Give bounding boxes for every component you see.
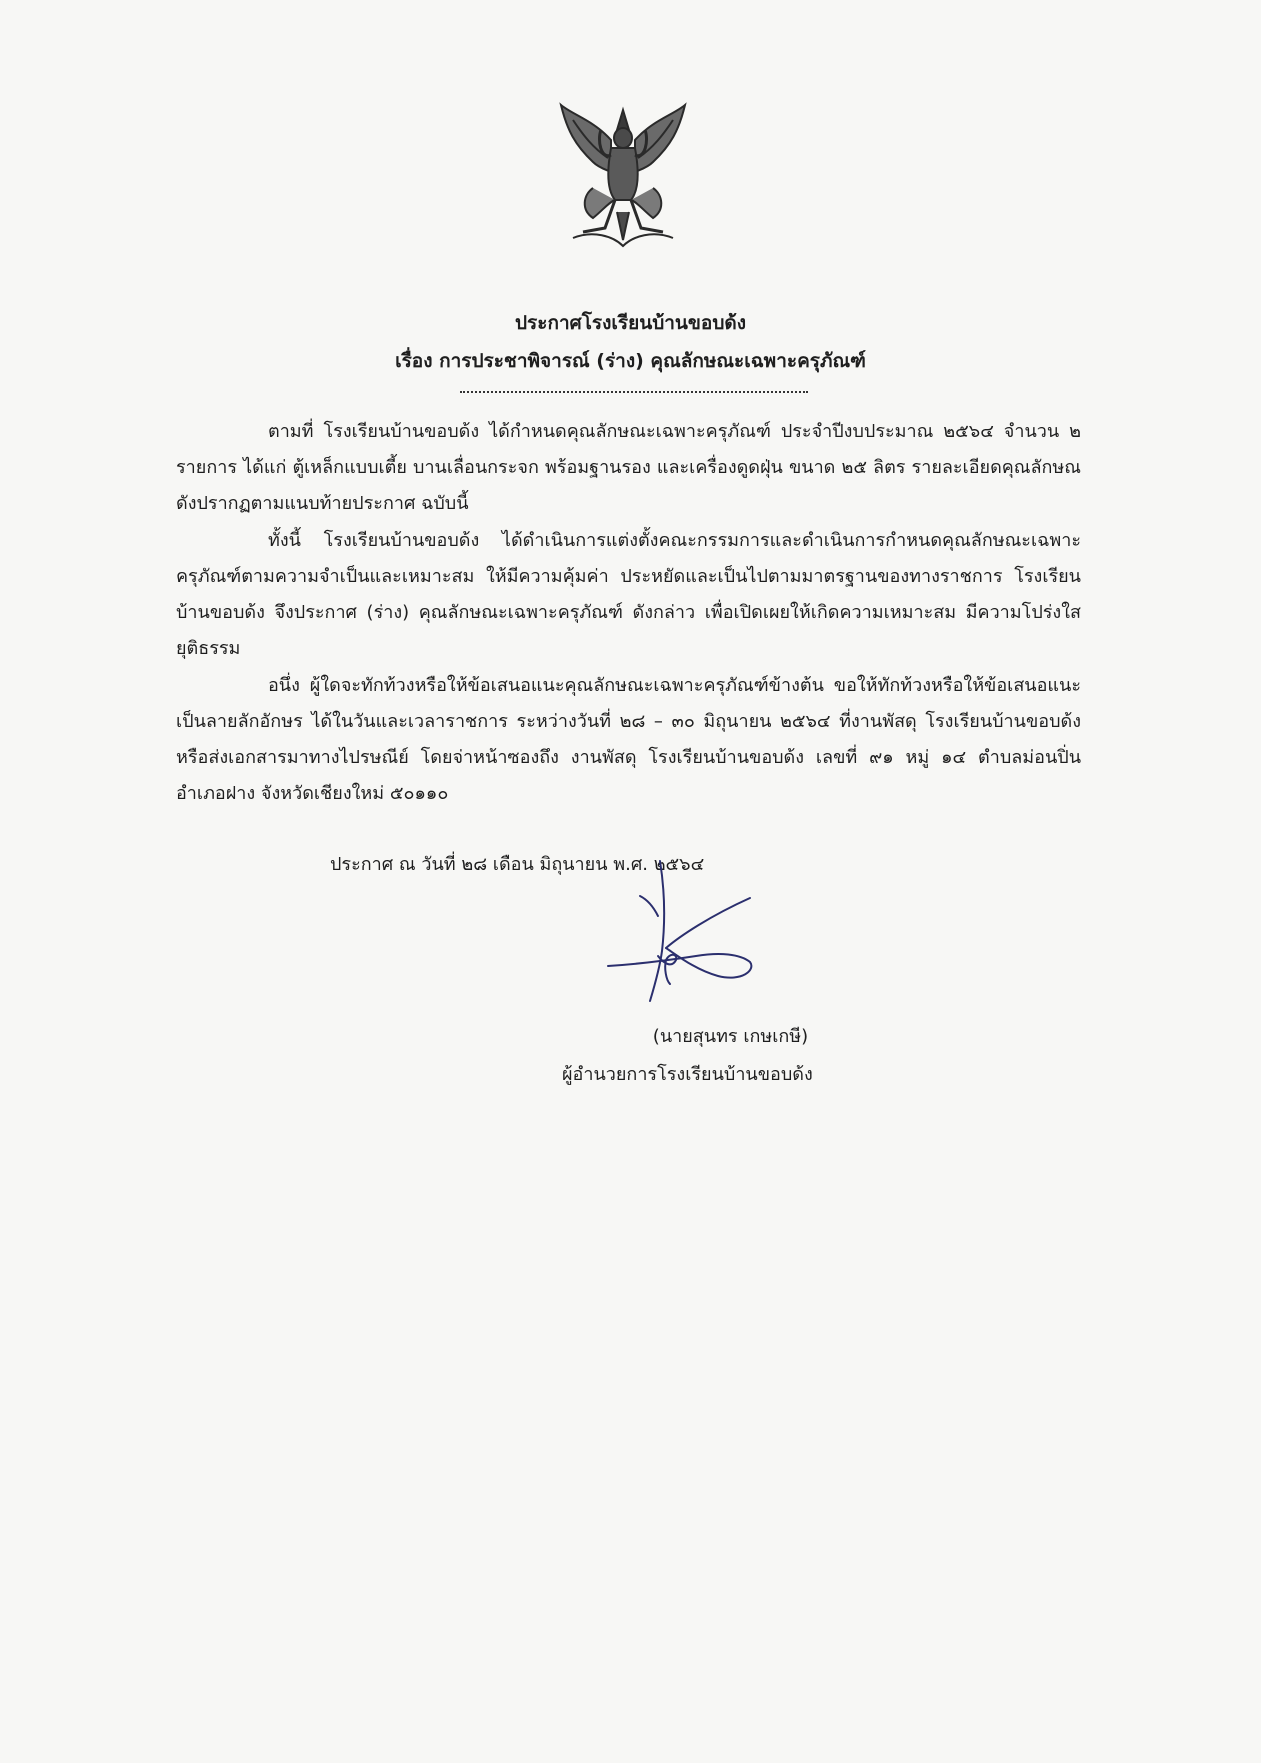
signer-position: ผู้อำนวยการโรงเรียนบ้านขอบด้ง (562, 1064, 813, 1085)
announcement-body (176, 414, 1081, 813)
signer-name (0, 1021, 1261, 1050)
body-paragraph: อนึ่ง ผู้ใดจะทักท้วงหรือให้ข้อเสนอแนะคุณลักษณะเฉพาะครุภัณฑ์ข้างต้น ขอให้ทักท้วงหรือให้ข้อเสนอแนะเป็นลายลักอักษร ได้ในวันและเวลาราชการ ระหว่างวันที่ ๒๘ – ๓๐ มิถุนายน ๒๕๖๔ ที่งานพัสดุ โรงเรียนบ้านขอบด้ง หรือส่งเอกสารมาทางไปรษณีย์ โดยจ่าหน้าซองถึง งานพัสดุ โรงเรียนบ้านขอบด้ง เลขที่ ๙๑ หมู่ ๑๔ ตำบลม่อนปิ่น อำเภอฝาง จังหวัดเชียงใหม่ ๕๐๑๑๐ (176, 675, 1081, 804)
dotted-divider (460, 391, 808, 393)
body-paragraph: ทั้งนี้ โรงเรียนบ้านขอบด้ง ได้ดำเนินการแต่งตั้งคณะกรรมการและดำเนินการกำหนดคุณลักษณะเฉพาะครุภัณฑ์ตามความจำเป็นและเหมาะสม ให้มีความคุ้มค่า ประหยัดและเป็นไปตามมาตรฐานของทางราชการ โรงเรียนบ้านขอบด้ง จึงประกาศ (ร่าง) คุณลักษณะเฉพาะครุภัณฑ์ ดังกล่าว เพื่อเปิดเผยให้เกิดความเหมาะสม มีความโปร่งใส ยุติธรรม (176, 530, 1081, 659)
announcement-date: ประกาศ ณ วันที่ ๒๘ เดือน มิถุนายน พ.ศ. ๒๕๖๔ (330, 854, 705, 875)
announcement-title: ประกาศโรงเรียนบ้านขอบด้ง (514, 312, 746, 334)
body-paragraph: ตามที่ โรงเรียนบ้านขอบด้ง ได้กำหนดคุณลักษณะเฉพาะครุภัณฑ์ ประจำปีงบประมาณ ๒๕๖๔ จำนวน ๒ รายการ ได้แก่ ตู้เหล็กแบบเตี้ย บานเลื่อนกระจก พร้อมฐานรอง และเครื่องดูดฝุ่น ขนาด ๒๕ ลิตร รายละเอียดคุณลักษณ ดังปรากฏตามแนบท้ายประกาศ ฉบับนี้ (176, 421, 1081, 514)
signer-name-text: (นายสุนทร เกษเกษี) (652, 1026, 809, 1047)
handwritten-signature (600, 856, 790, 1006)
garuda-emblem-icon (553, 100, 693, 250)
announcement-subject: เรื่อง การประชาพิจารณ์ (ร่าง) คุณลักษณะเฉพาะครุภัณฑ์ (395, 350, 866, 372)
